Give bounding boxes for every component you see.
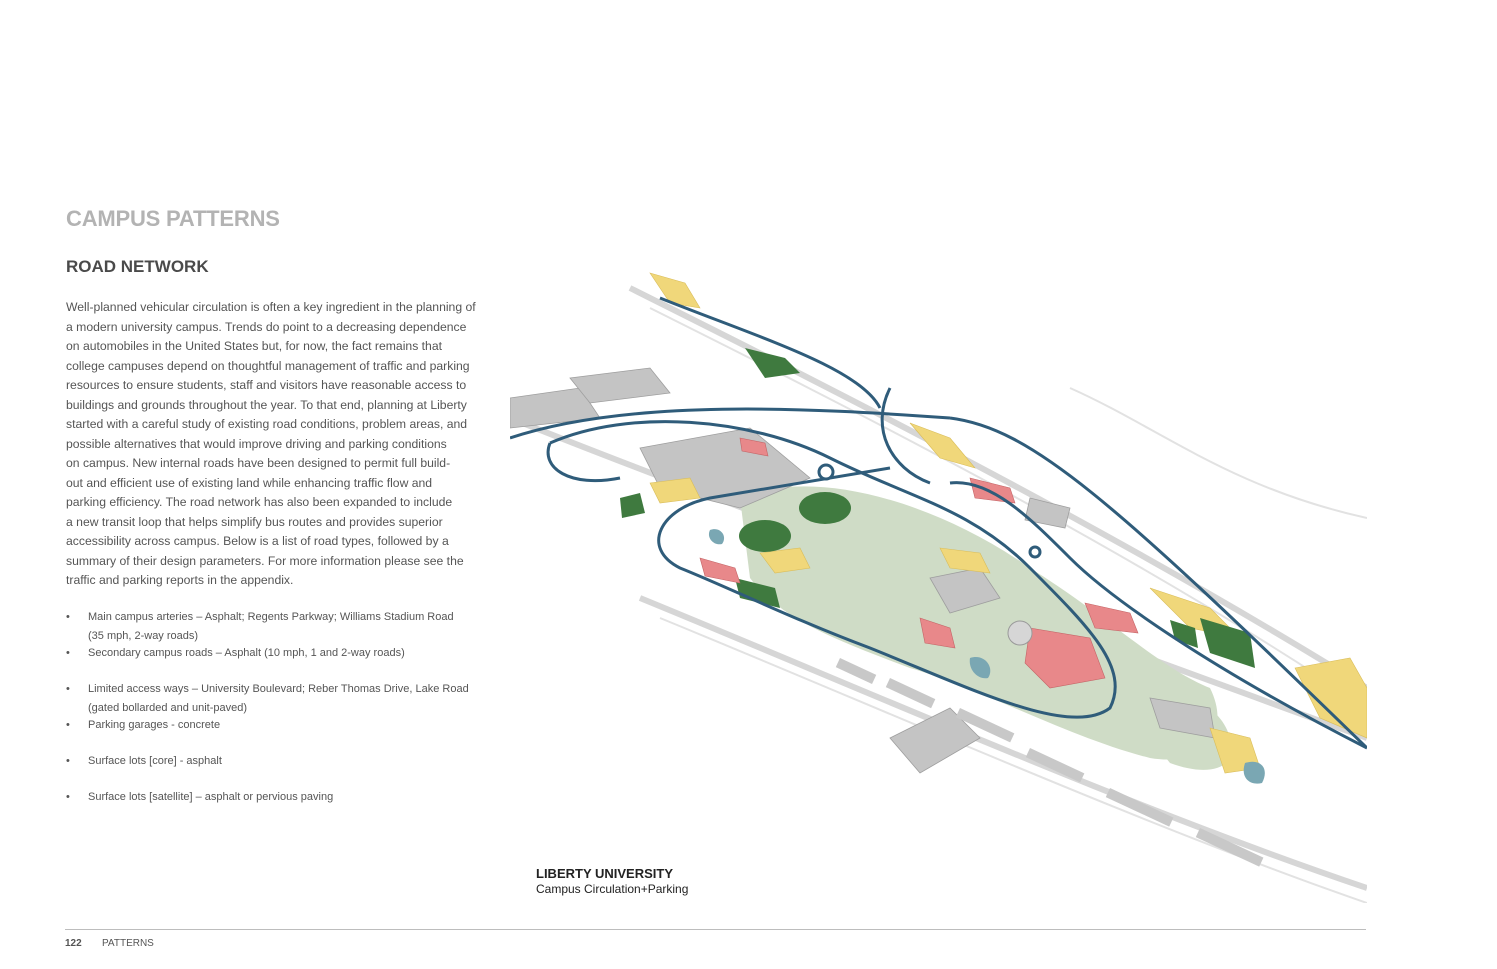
bullet-marker: • — [66, 683, 70, 695]
list-item — [66, 716, 486, 752]
building — [1025, 498, 1070, 528]
map-caption-subtitle: Campus Circulation+Parking — [536, 882, 689, 896]
roundabout — [819, 465, 833, 479]
road-type-text: Surface lots [satellite] – asphalt or pervious paving — [88, 791, 334, 803]
list-item — [66, 788, 486, 824]
bullet-marker: • — [66, 791, 70, 803]
map-caption-title: LIBERTY UNIVERSITY — [536, 866, 674, 881]
bullet-marker: • — [66, 647, 70, 659]
athletic-field — [739, 520, 791, 552]
bullet-marker: • — [66, 611, 70, 623]
list-item — [66, 644, 486, 680]
bullet-marker: • — [66, 719, 70, 731]
section-title: CAMPUS PATTERNS — [66, 206, 280, 231]
subsection-title: ROAD NETWORK — [66, 257, 209, 276]
bullet-marker: • — [66, 755, 70, 767]
road-type-text: Surface lots [core] - asphalt — [88, 755, 222, 767]
footer-divider — [65, 929, 1366, 930]
athletic-field — [745, 348, 800, 378]
athletic-field — [620, 493, 645, 518]
roundabout — [1030, 547, 1040, 557]
campus-circulation-map — [510, 268, 1367, 903]
list-item — [66, 752, 486, 788]
road-types-list — [66, 608, 486, 824]
water — [1244, 762, 1265, 784]
artery-road — [660, 298, 880, 408]
road-type-text: Main campus arteries – Asphalt; Regents Parkway; Williams Stadium Road (35 mph, 2-way roads) — [88, 611, 454, 642]
page-number: 122 — [65, 938, 82, 949]
footer-section-label: PATTERNS — [102, 938, 154, 949]
water — [709, 529, 724, 544]
athletic-field — [799, 492, 851, 524]
list-item — [66, 680, 486, 716]
stadium-dome — [1008, 621, 1032, 645]
road-type-text: Limited access ways – University Boulevard; Reber Thomas Drive, Lake Road (gated bollarded and unit-paved) — [88, 683, 469, 714]
body-paragraph: Well-planned vehicular circulation is often a key ingredient in the planning of a modern university campus. Trends do point to a decreasing dependence on automobiles in the United States but, for now, the fact remains that college campuses depend on thoughtful management of traffic and parking resources to ensure students, staff and visitors have reasonable access to buildings and grounds throughout the year. To that end, planning at Liberty started with a careful study of existing road conditions, problem areas, and possible alternatives that would improve driving and parking conditions on campus. New internal roads have been designed to permit full build- out and efficient use of existing land while enhancing traffic flow and parking efficiency. The road network has also been expanded to include a new transit loop that helps simplify bus routes and provides superior accessibility across campus. Below is a list of road types, followed by a summary of their design parameters. For more information please see the traffic and parking reports in the appendix. — [66, 300, 476, 587]
road-type-text: Secondary campus roads – Asphalt (10 mph, 1 and 2-way roads) — [88, 647, 405, 659]
list-item — [66, 608, 486, 644]
road-type-text: Parking garages - concrete — [88, 719, 221, 731]
